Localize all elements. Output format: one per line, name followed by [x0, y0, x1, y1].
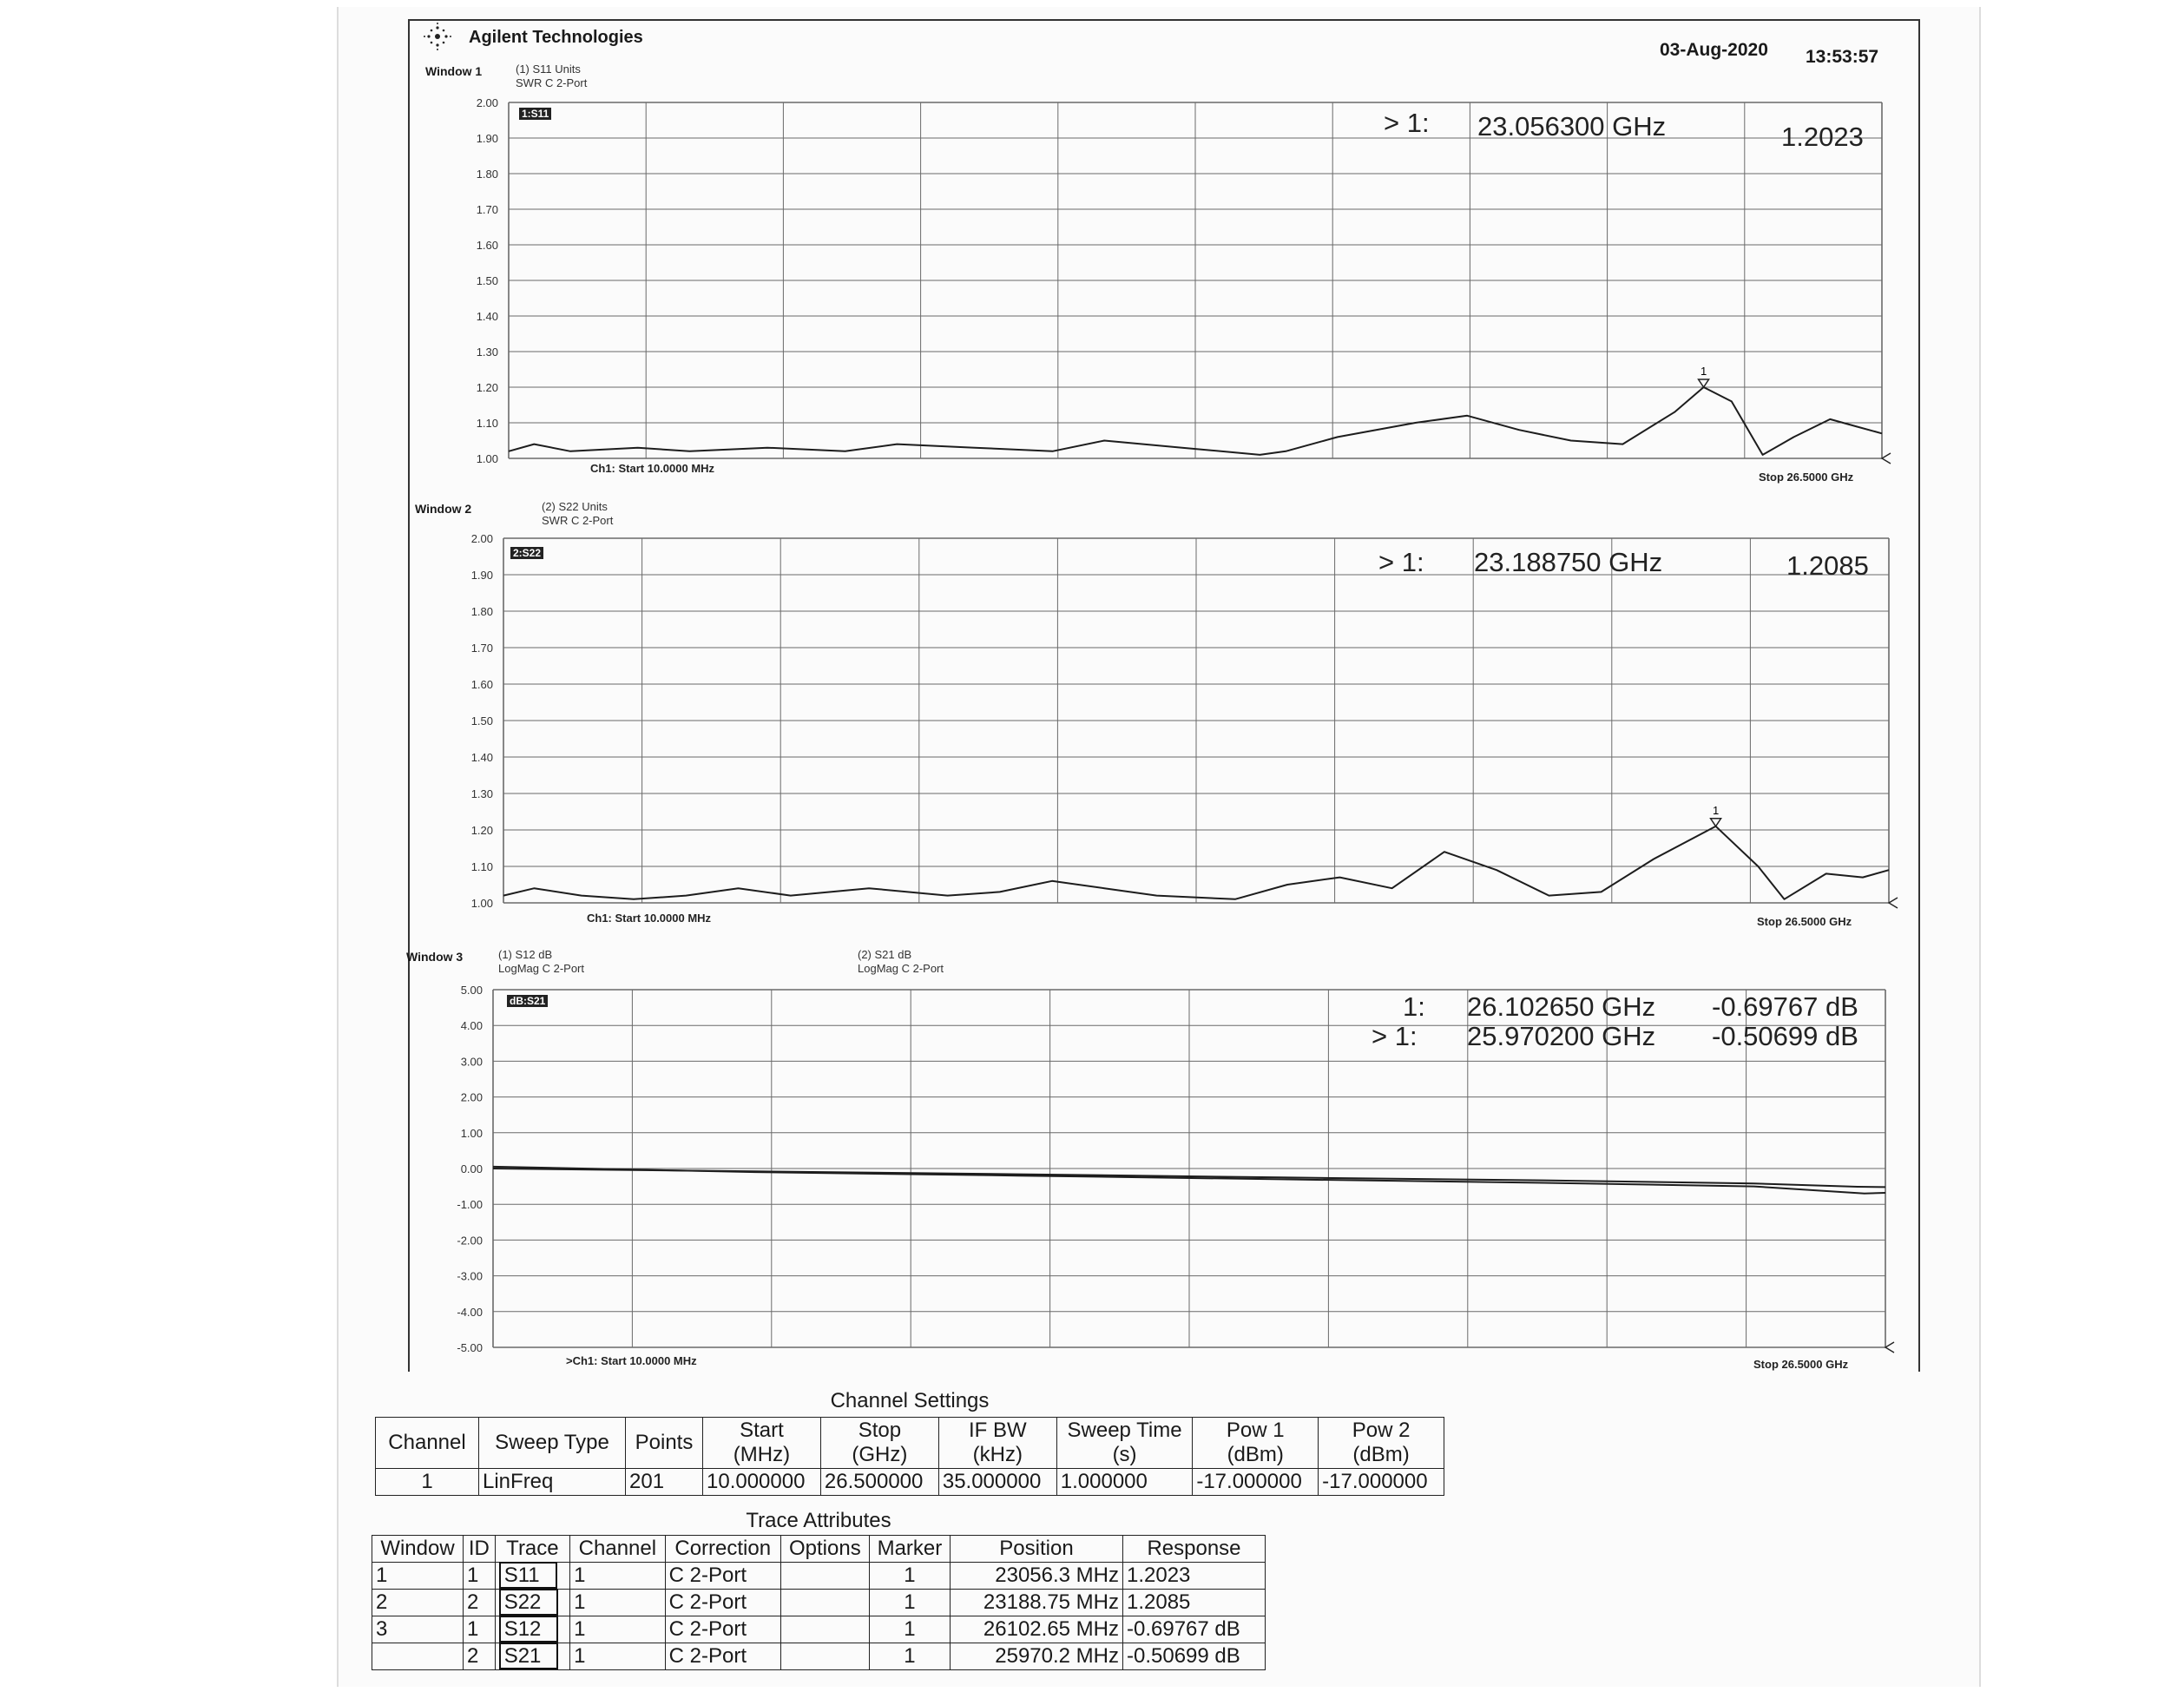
plot-window-2 — [470, 532, 1889, 910]
print-date: 03-Aug-2020 — [1660, 40, 1768, 60]
window-3-marker2-frequency: 25.970200 GHz — [1467, 1021, 1656, 1051]
trace-attributes-title: Trace Attributes — [746, 1509, 891, 1532]
y-tick-label: 3.00 — [460, 1055, 483, 1069]
y-tick-label: -3.00 — [457, 1269, 483, 1283]
y-tick-label: 2.00 — [470, 532, 493, 545]
cell-correction: C 2-Port — [665, 1616, 780, 1643]
y-tick-label: 1.80 — [476, 168, 498, 181]
cell-channel: 1 — [570, 1643, 665, 1670]
window-2-marker-frequency: 23.188750 GHz — [1474, 547, 1663, 577]
window-2-start-label: Ch1: Start 10.0000 MHz — [587, 912, 712, 925]
cell-points: 201 — [626, 1469, 703, 1496]
cell-if-bw: 35.000000 — [938, 1469, 1056, 1496]
header-sweep-time: Sweep Time (s) — [1056, 1418, 1193, 1469]
window-1-label: Window 1 — [425, 64, 483, 78]
window-2-meta-line2: SWR C 2-Port — [542, 514, 614, 527]
cell-options — [780, 1563, 869, 1590]
y-tick-label: 1.20 — [476, 381, 498, 394]
cell-response: -0.50699 dB — [1123, 1643, 1266, 1670]
window-1-marker-frequency: 23.056300 GHz — [1477, 111, 1667, 142]
header-if-bw: IF BW (kHz) — [938, 1418, 1056, 1469]
window-1-trace-tag: 1:S11 — [519, 108, 551, 120]
window-2-stop-label: Stop 26.5000 GHz — [1757, 915, 1852, 928]
window-1-meta-line1: (1) S11 Units — [516, 63, 581, 76]
cell-channel: 1 — [570, 1590, 665, 1616]
window-2-trace-tag: 2:S22 — [510, 547, 543, 559]
y-tick-label: -4.00 — [457, 1305, 483, 1319]
header-channel: Channel — [570, 1536, 665, 1563]
y-tick-label: 1.70 — [470, 642, 493, 655]
marker-1-label: 1 — [1700, 365, 1707, 378]
header-options: Options — [780, 1536, 869, 1563]
channel-settings-row — [376, 1469, 1444, 1496]
header-marker: Marker — [869, 1536, 950, 1563]
y-tick-label: 1.00 — [476, 452, 498, 465]
y-tick-label: 1.50 — [470, 714, 493, 727]
marker-1-triangle — [1711, 819, 1721, 826]
trace-row — [372, 1643, 1266, 1670]
cell-correction: C 2-Port — [665, 1590, 780, 1616]
cell-trace: S22 — [495, 1590, 569, 1616]
y-tick-label: 1.10 — [470, 860, 493, 873]
header-pow2: Pow 2 (dBm) — [1319, 1418, 1444, 1469]
window-3-trace-tag: dB:S21 — [507, 995, 548, 1007]
cell-response: 1.2023 — [1123, 1563, 1266, 1590]
y-tick-label: 1.00 — [460, 1126, 483, 1140]
cell-marker: 1 — [869, 1590, 950, 1616]
y-tick-label: 2.00 — [476, 96, 498, 109]
channel-settings-title: Channel Settings — [830, 1389, 990, 1412]
cell-options — [780, 1616, 869, 1643]
header-channel: Channel — [376, 1418, 479, 1469]
window-2-label: Window 2 — [415, 502, 472, 516]
y-tick-label: 1.60 — [470, 678, 493, 691]
cell-pow1: -17.000000 — [1193, 1469, 1319, 1496]
cell-marker: 1 — [869, 1616, 950, 1643]
y-tick-label: 1.70 — [476, 203, 498, 216]
y-tick-label: 2.00 — [460, 1090, 483, 1104]
cell-options — [780, 1643, 869, 1670]
cell-id: 1 — [463, 1563, 495, 1590]
cell-position: 23056.3 MHz — [951, 1563, 1123, 1590]
marker-1-label: 1 — [1712, 803, 1720, 817]
cell-marker: 1 — [869, 1643, 950, 1670]
cell-options — [780, 1590, 869, 1616]
window-2-marker-prefix: > 1: — [1378, 547, 1424, 577]
y-tick-label: 1.90 — [470, 569, 493, 582]
y-tick-label: 1.90 — [476, 132, 498, 145]
cell-window: 2 — [372, 1590, 464, 1616]
window-3-marker2-value: -0.50699 dB — [1712, 1021, 1858, 1051]
trace-row — [372, 1590, 1266, 1616]
y-tick-label: -5.00 — [457, 1341, 483, 1354]
header-correction: Correction — [665, 1536, 780, 1563]
y-tick-label: 1.60 — [476, 239, 498, 252]
window-3-marker1-frequency: 26.102650 GHz — [1467, 991, 1656, 1022]
cell-channel: 1 — [570, 1616, 665, 1643]
y-tick-label: 0.00 — [460, 1162, 483, 1175]
y-tick-label: 1.30 — [476, 346, 498, 359]
marker-1-triangle — [1699, 379, 1709, 387]
window-1-marker-prefix: > 1: — [1384, 108, 1430, 138]
cell-window — [372, 1643, 464, 1670]
cell-sweep-type: LinFreq — [479, 1469, 626, 1496]
channel-settings-table — [375, 1417, 1444, 1496]
window-3-marker2-prefix: > 1: — [1372, 1021, 1418, 1051]
window-3-meta-s12-line1: (1) S12 dB — [498, 948, 553, 961]
header-stop: Stop (GHz) — [820, 1418, 938, 1469]
y-tick-label: -1.00 — [457, 1198, 483, 1212]
window-1-stop-label: Stop 26.5000 GHz — [1759, 471, 1854, 484]
header-sweep-type: Sweep Type — [479, 1418, 626, 1469]
cell-trace: S12 — [495, 1616, 569, 1643]
window-3-marker1-value: -0.69767 dB — [1712, 991, 1858, 1022]
y-tick-label: 1.40 — [470, 751, 493, 764]
cell-window: 3 — [372, 1616, 464, 1643]
trace-row — [372, 1616, 1266, 1643]
window-3-meta-s12-line2: LogMag C 2-Port — [498, 962, 584, 975]
cell-pow2: -17.000000 — [1319, 1469, 1444, 1496]
window-2-meta-line1: (2) S22 Units — [542, 500, 608, 513]
header-points: Points — [626, 1418, 703, 1469]
cell-trace: S11 — [495, 1563, 569, 1590]
y-tick-label: 1.50 — [476, 274, 498, 287]
cell-start: 10.000000 — [703, 1469, 821, 1496]
header-response: Response — [1123, 1536, 1266, 1563]
header-start: Start (MHz) — [703, 1418, 821, 1469]
y-tick-label: 1.20 — [470, 824, 493, 837]
cell-trace: S21 — [495, 1643, 569, 1670]
trace-attributes-table — [372, 1535, 1266, 1670]
header-window: Window — [372, 1536, 464, 1563]
header-trace: Trace — [495, 1536, 569, 1563]
window-3-label: Window 3 — [406, 950, 464, 964]
trace-row — [372, 1563, 1266, 1590]
cell-correction: C 2-Port — [665, 1563, 780, 1590]
window-3-marker1-prefix: 1: — [1403, 991, 1425, 1022]
cell-id: 2 — [463, 1590, 495, 1616]
brand-name: Agilent Technologies — [469, 28, 643, 47]
channel-settings-header-row — [376, 1418, 1444, 1469]
cell-position: 25970.2 MHz — [951, 1643, 1123, 1670]
window-3-meta-s21-line1: (2) S21 dB — [858, 948, 912, 961]
y-tick-label: 1.80 — [470, 605, 493, 618]
y-tick-label: 5.00 — [460, 984, 483, 997]
window-1-marker-value: 1.2023 — [1781, 122, 1864, 152]
window-2-marker-value: 1.2085 — [1786, 550, 1869, 581]
window-1-start-label: Ch1: Start 10.0000 MHz — [590, 462, 715, 475]
cell-response: -0.69767 dB — [1123, 1616, 1266, 1643]
cell-window: 1 — [372, 1563, 464, 1590]
cell-id: 1 — [463, 1616, 495, 1643]
y-tick-label: -2.00 — [457, 1234, 483, 1248]
y-tick-label: 1.40 — [476, 310, 498, 323]
cell-marker: 1 — [869, 1563, 950, 1590]
trace-attributes-header-row — [372, 1536, 1266, 1563]
window-3-stop-label: Stop 26.5000 GHz — [1753, 1358, 1849, 1371]
window-3-start-label: >Ch1: Start 10.0000 MHz — [566, 1354, 697, 1367]
cell-position: 23188.75 MHz — [951, 1590, 1123, 1616]
y-tick-label: 4.00 — [460, 1019, 483, 1033]
cell-id: 2 — [463, 1643, 495, 1670]
window-3-meta-s21-line2: LogMag C 2-Port — [858, 962, 944, 975]
cell-channel: 1 — [570, 1563, 665, 1590]
cell-position: 26102.65 MHz — [951, 1616, 1123, 1643]
cell-stop: 26.500000 — [820, 1469, 938, 1496]
cell-channel: 1 — [376, 1469, 479, 1496]
y-tick-label: 1.00 — [470, 897, 493, 910]
print-time: 13:53:57 — [1806, 47, 1879, 67]
cell-sweep-time: 1.000000 — [1056, 1469, 1193, 1496]
y-tick-label: 1.30 — [470, 787, 493, 800]
y-tick-label: 1.10 — [476, 417, 498, 430]
window-1-meta-line2: SWR C 2-Port — [516, 76, 588, 89]
header-id: ID — [463, 1536, 495, 1563]
plot-window-1 — [476, 96, 1882, 465]
cell-correction: C 2-Port — [665, 1643, 780, 1670]
cell-response: 1.2085 — [1123, 1590, 1266, 1616]
header-pow1: Pow 1 (dBm) — [1193, 1418, 1319, 1469]
header-position: Position — [951, 1536, 1123, 1563]
agilent-spark-logo-icon — [422, 21, 453, 52]
plot-window-3 — [457, 984, 1885, 1354]
